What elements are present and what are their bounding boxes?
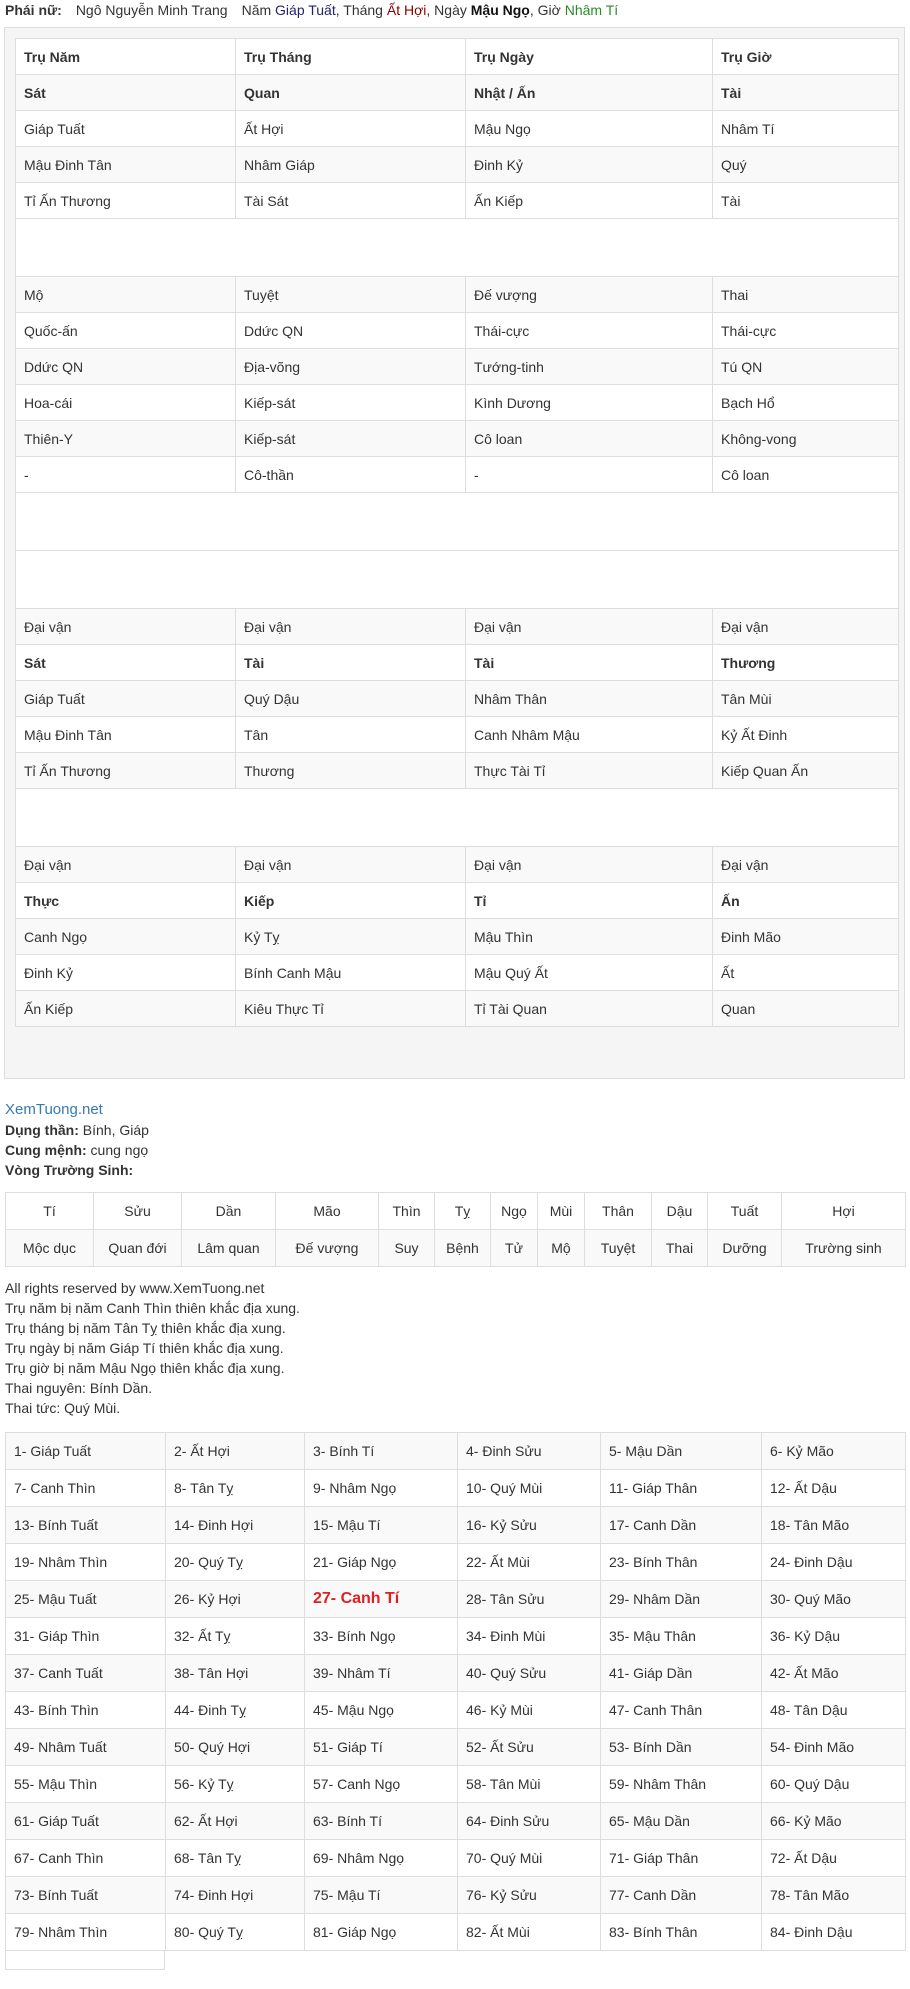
cung-menh-value: cung ngọ: [90, 1142, 149, 1158]
table-row: [6, 1803, 906, 1840]
table-cell: Mùi: [538, 1193, 585, 1230]
table-cell: Đinh Kỷ: [466, 147, 713, 183]
table-cell: Thực Tài Tỉ: [466, 753, 713, 789]
year-cell: 30- Quý Mão: [762, 1581, 906, 1618]
table-cell: Đinh Kỷ: [16, 955, 236, 991]
table-cell: Nhâm Thân: [466, 681, 713, 717]
table-cell: Quý: [713, 147, 899, 183]
year-cell: 25- Mậu Tuất: [6, 1581, 166, 1618]
table-row: [16, 847, 899, 883]
table-cell: Bệnh: [435, 1230, 491, 1267]
table-row: [16, 955, 899, 991]
table-cell: Canh Ngọ: [16, 919, 236, 955]
year-cell: 29- Nhâm Dần: [601, 1581, 762, 1618]
table-cell: Mộ: [538, 1230, 585, 1267]
gender-label: Phái nữ:: [5, 2, 62, 18]
truong-sinh-table: [5, 1192, 906, 1267]
year-cell: 51- Giáp Tí: [305, 1729, 458, 1766]
table-cell: Nhâm Tí: [713, 111, 899, 147]
table-cell: Ất: [713, 955, 899, 991]
year-cell: 63- Bính Tí: [305, 1803, 458, 1840]
person-name: Ngô Nguyễn Minh Trang: [75, 2, 228, 18]
table-cell: Tân Mùi: [713, 681, 899, 717]
table-row: [16, 349, 899, 385]
table-cell: Ddức QN: [16, 349, 236, 385]
dung-than-label: Dụng thần:: [5, 1122, 79, 1138]
table-cell: Cô-thần: [236, 457, 466, 493]
table-cell: Bạch Hổ: [713, 385, 899, 421]
table-row: [16, 717, 899, 753]
table-cell: Kỷ Ất Đinh: [713, 717, 899, 753]
year-cell: 12- Ất Dậu: [762, 1470, 906, 1507]
table-cell: Ấn: [713, 883, 899, 919]
year-cell: 2- Ất Hợi: [166, 1433, 305, 1470]
table-cell: Thìn: [379, 1193, 435, 1230]
vong-truong-sinh-label: Vòng Trường Sinh:: [5, 1162, 134, 1178]
note-line: Trụ ngày bị năm Giáp Tí thiên khắc địa xung.: [5, 1340, 284, 1356]
year-cell: 69- Nhâm Ngọ: [305, 1840, 458, 1877]
table-cell: Hợi: [782, 1193, 906, 1230]
year-prefix: Năm: [241, 2, 272, 18]
dung-than-line: [5, 1120, 149, 1140]
table-cell: Dần: [182, 1193, 276, 1230]
table-row: [16, 39, 899, 75]
year-cell: 24- Đinh Dậu: [762, 1544, 906, 1581]
table-cell: Đại vận: [236, 609, 466, 645]
year-cell: 22- Ất Mùi: [458, 1544, 601, 1581]
table-cell: Tỵ: [435, 1193, 491, 1230]
table-cell: Mão: [276, 1193, 379, 1230]
table-cell: Đại vận: [713, 609, 899, 645]
table-cell: Đế vượng: [466, 277, 713, 313]
year-cell: 78- Tân Mão: [762, 1877, 906, 1914]
table-cell: Tướng-tinh: [466, 349, 713, 385]
table-cell: Đại vận: [466, 847, 713, 883]
table-row: [6, 1692, 906, 1729]
table-cell: Đại vận: [466, 609, 713, 645]
table-cell: Thương: [236, 753, 466, 789]
table-cell: Trụ Ngày: [466, 39, 713, 75]
table-cell: Thân: [585, 1193, 652, 1230]
table-row: [16, 753, 899, 789]
table-cell: Thái-cực: [713, 313, 899, 349]
year-cell: 77- Canh Dần: [601, 1877, 762, 1914]
table-row: [16, 991, 899, 1027]
dung-than-value: Bính, Giáp: [82, 1122, 149, 1138]
table-cell: Sát: [16, 75, 236, 111]
years-table: [5, 1432, 906, 1951]
year-cell: 57- Canh Ngọ: [305, 1766, 458, 1803]
table-cell: Cô loan: [466, 421, 713, 457]
year-cell: 11- Giáp Thân: [601, 1470, 762, 1507]
table-cell: Dậu: [652, 1193, 708, 1230]
table-row: [6, 1618, 906, 1655]
table-row: [6, 1877, 906, 1914]
year-cell: 38- Tân Hợi: [166, 1655, 305, 1692]
table-cell: Sửu: [94, 1193, 182, 1230]
table-row: [16, 313, 899, 349]
table-cell: Tú QN: [713, 349, 899, 385]
year-cell: 71- Giáp Thân: [601, 1840, 762, 1877]
year-cell: 46- Kỷ Mùi: [458, 1692, 601, 1729]
year-cell: 62- Ất Hợi: [166, 1803, 305, 1840]
year-cell: 19- Nhâm Thìn: [6, 1544, 166, 1581]
table-cell: Giáp Tuất: [16, 111, 236, 147]
note-line: Thai nguyên: Bính Dần.: [5, 1380, 153, 1396]
year-cell: 40- Quý Sửu: [458, 1655, 601, 1692]
table-row: [6, 1470, 906, 1507]
year-cell: 52- Ất Sửu: [458, 1729, 601, 1766]
table-cell: Tỉ Tài Quan: [466, 991, 713, 1027]
table-cell: Tài: [713, 75, 899, 111]
year-cell: 50- Quý Hợi: [166, 1729, 305, 1766]
table-cell: Không-vong: [713, 421, 899, 457]
table-cell: Tuyệt: [585, 1230, 652, 1267]
year-cell: 4- Đinh Sửu: [458, 1433, 601, 1470]
year-cell: 27- Canh Tí: [305, 1581, 458, 1618]
year-cell: 70- Quý Mùi: [458, 1840, 601, 1877]
note-line: Thai tức: Quý Mùi.: [5, 1400, 121, 1416]
year-cell: 74- Đinh Hợi: [166, 1877, 305, 1914]
year-cell: 14- Đinh Hợi: [166, 1507, 305, 1544]
year-cell: 66- Kỷ Mão: [762, 1803, 906, 1840]
info-block: [5, 1100, 149, 1180]
table-row: [16, 75, 899, 111]
year-cell: 10- Quý Mùi: [458, 1470, 601, 1507]
year-cell: 39- Nhâm Tí: [305, 1655, 458, 1692]
table-cell: Kình Dương: [466, 385, 713, 421]
year-cell: 84- Đinh Dậu: [762, 1914, 906, 1951]
table-row: [6, 1840, 906, 1877]
table-row: [16, 183, 899, 219]
table-cell: Cô loan: [713, 457, 899, 493]
person-header: [5, 0, 618, 20]
year-cell: 9- Nhâm Ngọ: [305, 1470, 458, 1507]
year-cell: 28- Tân Sửu: [458, 1581, 601, 1618]
table-cell: Trụ Tháng: [236, 39, 466, 75]
table-row: [16, 609, 899, 645]
year-cell: 31- Giáp Thìn: [6, 1618, 166, 1655]
table-cell: Kiêu Thực Tỉ: [236, 991, 466, 1027]
table-cell: Kiếp-sát: [236, 421, 466, 457]
table-cell: Mộ: [16, 277, 236, 313]
table-cell: Ất Hợi: [236, 111, 466, 147]
year-cell: 17- Canh Dần: [601, 1507, 762, 1544]
table-cell: Kỷ Tỵ: [236, 919, 466, 955]
table-cell: Mậu Quý Ất: [466, 955, 713, 991]
note-line: Trụ giờ bị năm Mậu Ngọ thiên khắc địa xung.: [5, 1360, 285, 1376]
year-cell: 43- Bính Thìn: [6, 1692, 166, 1729]
site-name: XemTuong.net: [5, 1101, 103, 1118]
table-cell: Lâm quan: [182, 1230, 276, 1267]
year-cell: 1- Giáp Tuất: [6, 1433, 166, 1470]
year-cell: 76- Kỷ Sửu: [458, 1877, 601, 1914]
table-cell: Địa-võng: [236, 349, 466, 385]
table-cell: Thương: [713, 645, 899, 681]
year-cell: 82- Ất Mùi: [458, 1914, 601, 1951]
year-cell: 13- Bính Tuất: [6, 1507, 166, 1544]
table-row: [6, 1230, 906, 1267]
year-cell: 53- Bính Dần: [601, 1729, 762, 1766]
vong-truong-sinh-line: [5, 1160, 149, 1180]
year-cell: 72- Ất Dậu: [762, 1840, 906, 1877]
year-cell: 59- Nhâm Thân: [601, 1766, 762, 1803]
year-cell: 41- Giáp Dần: [601, 1655, 762, 1692]
year-cell: 15- Mậu Tí: [305, 1507, 458, 1544]
year-cell: 5- Mậu Dần: [601, 1433, 762, 1470]
table-cell: Kiếp: [236, 883, 466, 919]
table-cell: Hoa-cái: [16, 385, 236, 421]
year-cell: 56- Kỷ Tỵ: [166, 1766, 305, 1803]
table-cell: Trụ Giờ: [713, 39, 899, 75]
year-cell: 48- Tân Dậu: [762, 1692, 906, 1729]
table-cell: Mộc dục: [6, 1230, 94, 1267]
year-cell: 36- Kỷ Dậu: [762, 1618, 906, 1655]
cung-menh-label: Cung mệnh:: [5, 1142, 87, 1158]
year-cell: 37- Canh Tuất: [6, 1655, 166, 1692]
year-cell: 47- Canh Thân: [601, 1692, 762, 1729]
table-cell: Mậu Thìn: [466, 919, 713, 955]
table-cell: Sát: [16, 645, 236, 681]
table-row: [16, 147, 899, 183]
table-cell: Tử: [491, 1230, 538, 1267]
table-cell: Kiếp-sát: [236, 385, 466, 421]
table-cell: Thai: [652, 1230, 708, 1267]
table-cell: Nhâm Giáp: [236, 147, 466, 183]
year-cell: 7- Canh Thìn: [6, 1470, 166, 1507]
table-cell: Tân: [236, 717, 466, 753]
table-cell: Đại vận: [16, 847, 236, 883]
hour-prefix: , Giờ: [529, 2, 561, 18]
year-cell: 54- Đinh Mão: [762, 1729, 906, 1766]
table-cell: Đinh Mão: [713, 919, 899, 955]
table-cell: Canh Nhâm Mậu: [466, 717, 713, 753]
year-cell: 61- Giáp Tuất: [6, 1803, 166, 1840]
spacer-row: [16, 551, 899, 609]
table-row: [6, 1581, 906, 1618]
table-cell: Mậu Đinh Tân: [16, 147, 236, 183]
table-row: [6, 1544, 906, 1581]
month-prefix: , Tháng: [335, 2, 383, 18]
table-cell: Trường sinh: [782, 1230, 906, 1267]
spacer-row: [16, 493, 899, 551]
table-row: [16, 645, 899, 681]
year-cell: 79- Nhâm Thìn: [6, 1914, 166, 1951]
table-cell: Đại vận: [713, 847, 899, 883]
table-cell: Tài: [713, 183, 899, 219]
four-pillars-panel: [4, 27, 905, 1079]
table-row: [6, 1766, 906, 1803]
table-cell: Dưỡng: [708, 1230, 782, 1267]
birth-hour: Nhâm Tí: [564, 2, 619, 18]
year-cell: 44- Đinh Tỵ: [166, 1692, 305, 1729]
table-cell: Trụ Năm: [16, 39, 236, 75]
table-cell: Tỉ: [466, 883, 713, 919]
table-cell: Quốc-ấn: [16, 313, 236, 349]
year-cell: 23- Bính Thân: [601, 1544, 762, 1581]
year-cell: 6- Kỷ Mão: [762, 1433, 906, 1470]
birth-year: Giáp Tuất: [275, 2, 336, 18]
table-cell: Kiếp Quan Ấn: [713, 753, 899, 789]
table-cell: Thiên-Y: [16, 421, 236, 457]
table-cell: Quý Dậu: [236, 681, 466, 717]
birth-month: Ất Hợi: [386, 2, 427, 18]
table-row: [16, 919, 899, 955]
year-cell: 58- Tân Mùi: [458, 1766, 601, 1803]
note-line: Trụ năm bị năm Canh Thìn thiên khắc địa xung.: [5, 1300, 300, 1316]
table-cell: Ấn Kiếp: [466, 183, 713, 219]
table-cell: Tí: [6, 1193, 94, 1230]
year-cell: 80- Quý Tỵ: [166, 1914, 305, 1951]
table-cell: Suy: [379, 1230, 435, 1267]
table-row: [16, 385, 899, 421]
table-row: [16, 457, 899, 493]
table-cell: Tuất: [708, 1193, 782, 1230]
table-row: [16, 421, 899, 457]
table-cell: Tuyệt: [236, 277, 466, 313]
table-cell: -: [466, 457, 713, 493]
note-line: Trụ tháng bị năm Tân Tỵ thiên khắc địa xung.: [5, 1320, 286, 1336]
year-cell: 83- Bính Thân: [601, 1914, 762, 1951]
notes-block: [5, 1278, 300, 1418]
cung-menh-line: [5, 1140, 149, 1160]
year-cell: 65- Mậu Dần: [601, 1803, 762, 1840]
table-row: [6, 1193, 906, 1230]
table-cell: Nhật / Ấn: [466, 75, 713, 111]
table-cell: Đại vận: [236, 847, 466, 883]
table-row: [6, 1433, 906, 1470]
table-cell: Thực: [16, 883, 236, 919]
year-cell: 16- Kỷ Sửu: [458, 1507, 601, 1544]
spacer-row: [16, 219, 899, 277]
table-row: [6, 1729, 906, 1766]
table-cell: Ấn Kiếp: [16, 991, 236, 1027]
year-cell: 35- Mậu Thân: [601, 1618, 762, 1655]
table-cell: -: [16, 457, 236, 493]
empty-table-cell: [5, 1950, 165, 1970]
year-cell: 3- Bính Tí: [305, 1433, 458, 1470]
table-row: [16, 883, 899, 919]
year-cell: 20- Quý Tỵ: [166, 1544, 305, 1581]
table-cell: Bính Canh Mậu: [236, 955, 466, 991]
year-cell: 73- Bính Tuất: [6, 1877, 166, 1914]
table-row: [6, 1655, 906, 1692]
year-cell: 67- Canh Thìn: [6, 1840, 166, 1877]
year-cell: 49- Nhâm Tuất: [6, 1729, 166, 1766]
note-line: All rights reserved by www.XemTuong.net: [5, 1280, 265, 1296]
table-row: [16, 277, 899, 313]
table-cell: Tài: [236, 645, 466, 681]
year-cell: 21- Giáp Ngọ: [305, 1544, 458, 1581]
table-cell: Tỉ Ấn Thương: [16, 753, 236, 789]
table-row: [16, 681, 899, 717]
birth-day: Mậu Ngọ: [470, 2, 530, 18]
table-row: [16, 111, 899, 147]
table-cell: Mậu Ngọ: [466, 111, 713, 147]
table-cell: Tỉ Ấn Thương: [16, 183, 236, 219]
year-cell: 55- Mậu Thìn: [6, 1766, 166, 1803]
table-cell: Quan đới: [94, 1230, 182, 1267]
year-cell: 60- Quý Dậu: [762, 1766, 906, 1803]
four-pillars-table: [15, 38, 899, 1027]
table-cell: Mậu Đinh Tân: [16, 717, 236, 753]
year-cell: 26- Kỷ Hợi: [166, 1581, 305, 1618]
table-cell: Đại vận: [16, 609, 236, 645]
year-cell: 32- Ất Tỵ: [166, 1618, 305, 1655]
table-cell: Ngọ: [491, 1193, 538, 1230]
table-cell: Ddức QN: [236, 313, 466, 349]
table-cell: Giáp Tuất: [16, 681, 236, 717]
day-prefix: , Ngày: [426, 2, 467, 18]
year-cell: 33- Bính Ngọ: [305, 1618, 458, 1655]
table-row: [6, 1507, 906, 1544]
year-cell: 64- Đinh Sửu: [458, 1803, 601, 1840]
table-cell: Tài Sát: [236, 183, 466, 219]
year-cell: 75- Mậu Tí: [305, 1877, 458, 1914]
table-cell: Thái-cực: [466, 313, 713, 349]
year-cell: 8- Tân Tỵ: [166, 1470, 305, 1507]
year-cell: 42- Ất Mão: [762, 1655, 906, 1692]
table-cell: Quan: [713, 991, 899, 1027]
table-cell: Quan: [236, 75, 466, 111]
year-cell: 45- Mậu Ngọ: [305, 1692, 458, 1729]
year-cell: 81- Giáp Ngọ: [305, 1914, 458, 1951]
table-cell: Tài: [466, 645, 713, 681]
table-cell: Thai: [713, 277, 899, 313]
year-cell: 34- Đinh Mùi: [458, 1618, 601, 1655]
table-row: [6, 1914, 906, 1951]
year-cell: 68- Tân Tỵ: [166, 1840, 305, 1877]
year-cell: 18- Tân Mão: [762, 1507, 906, 1544]
table-cell: Đế vượng: [276, 1230, 379, 1267]
spacer-row: [16, 789, 899, 847]
